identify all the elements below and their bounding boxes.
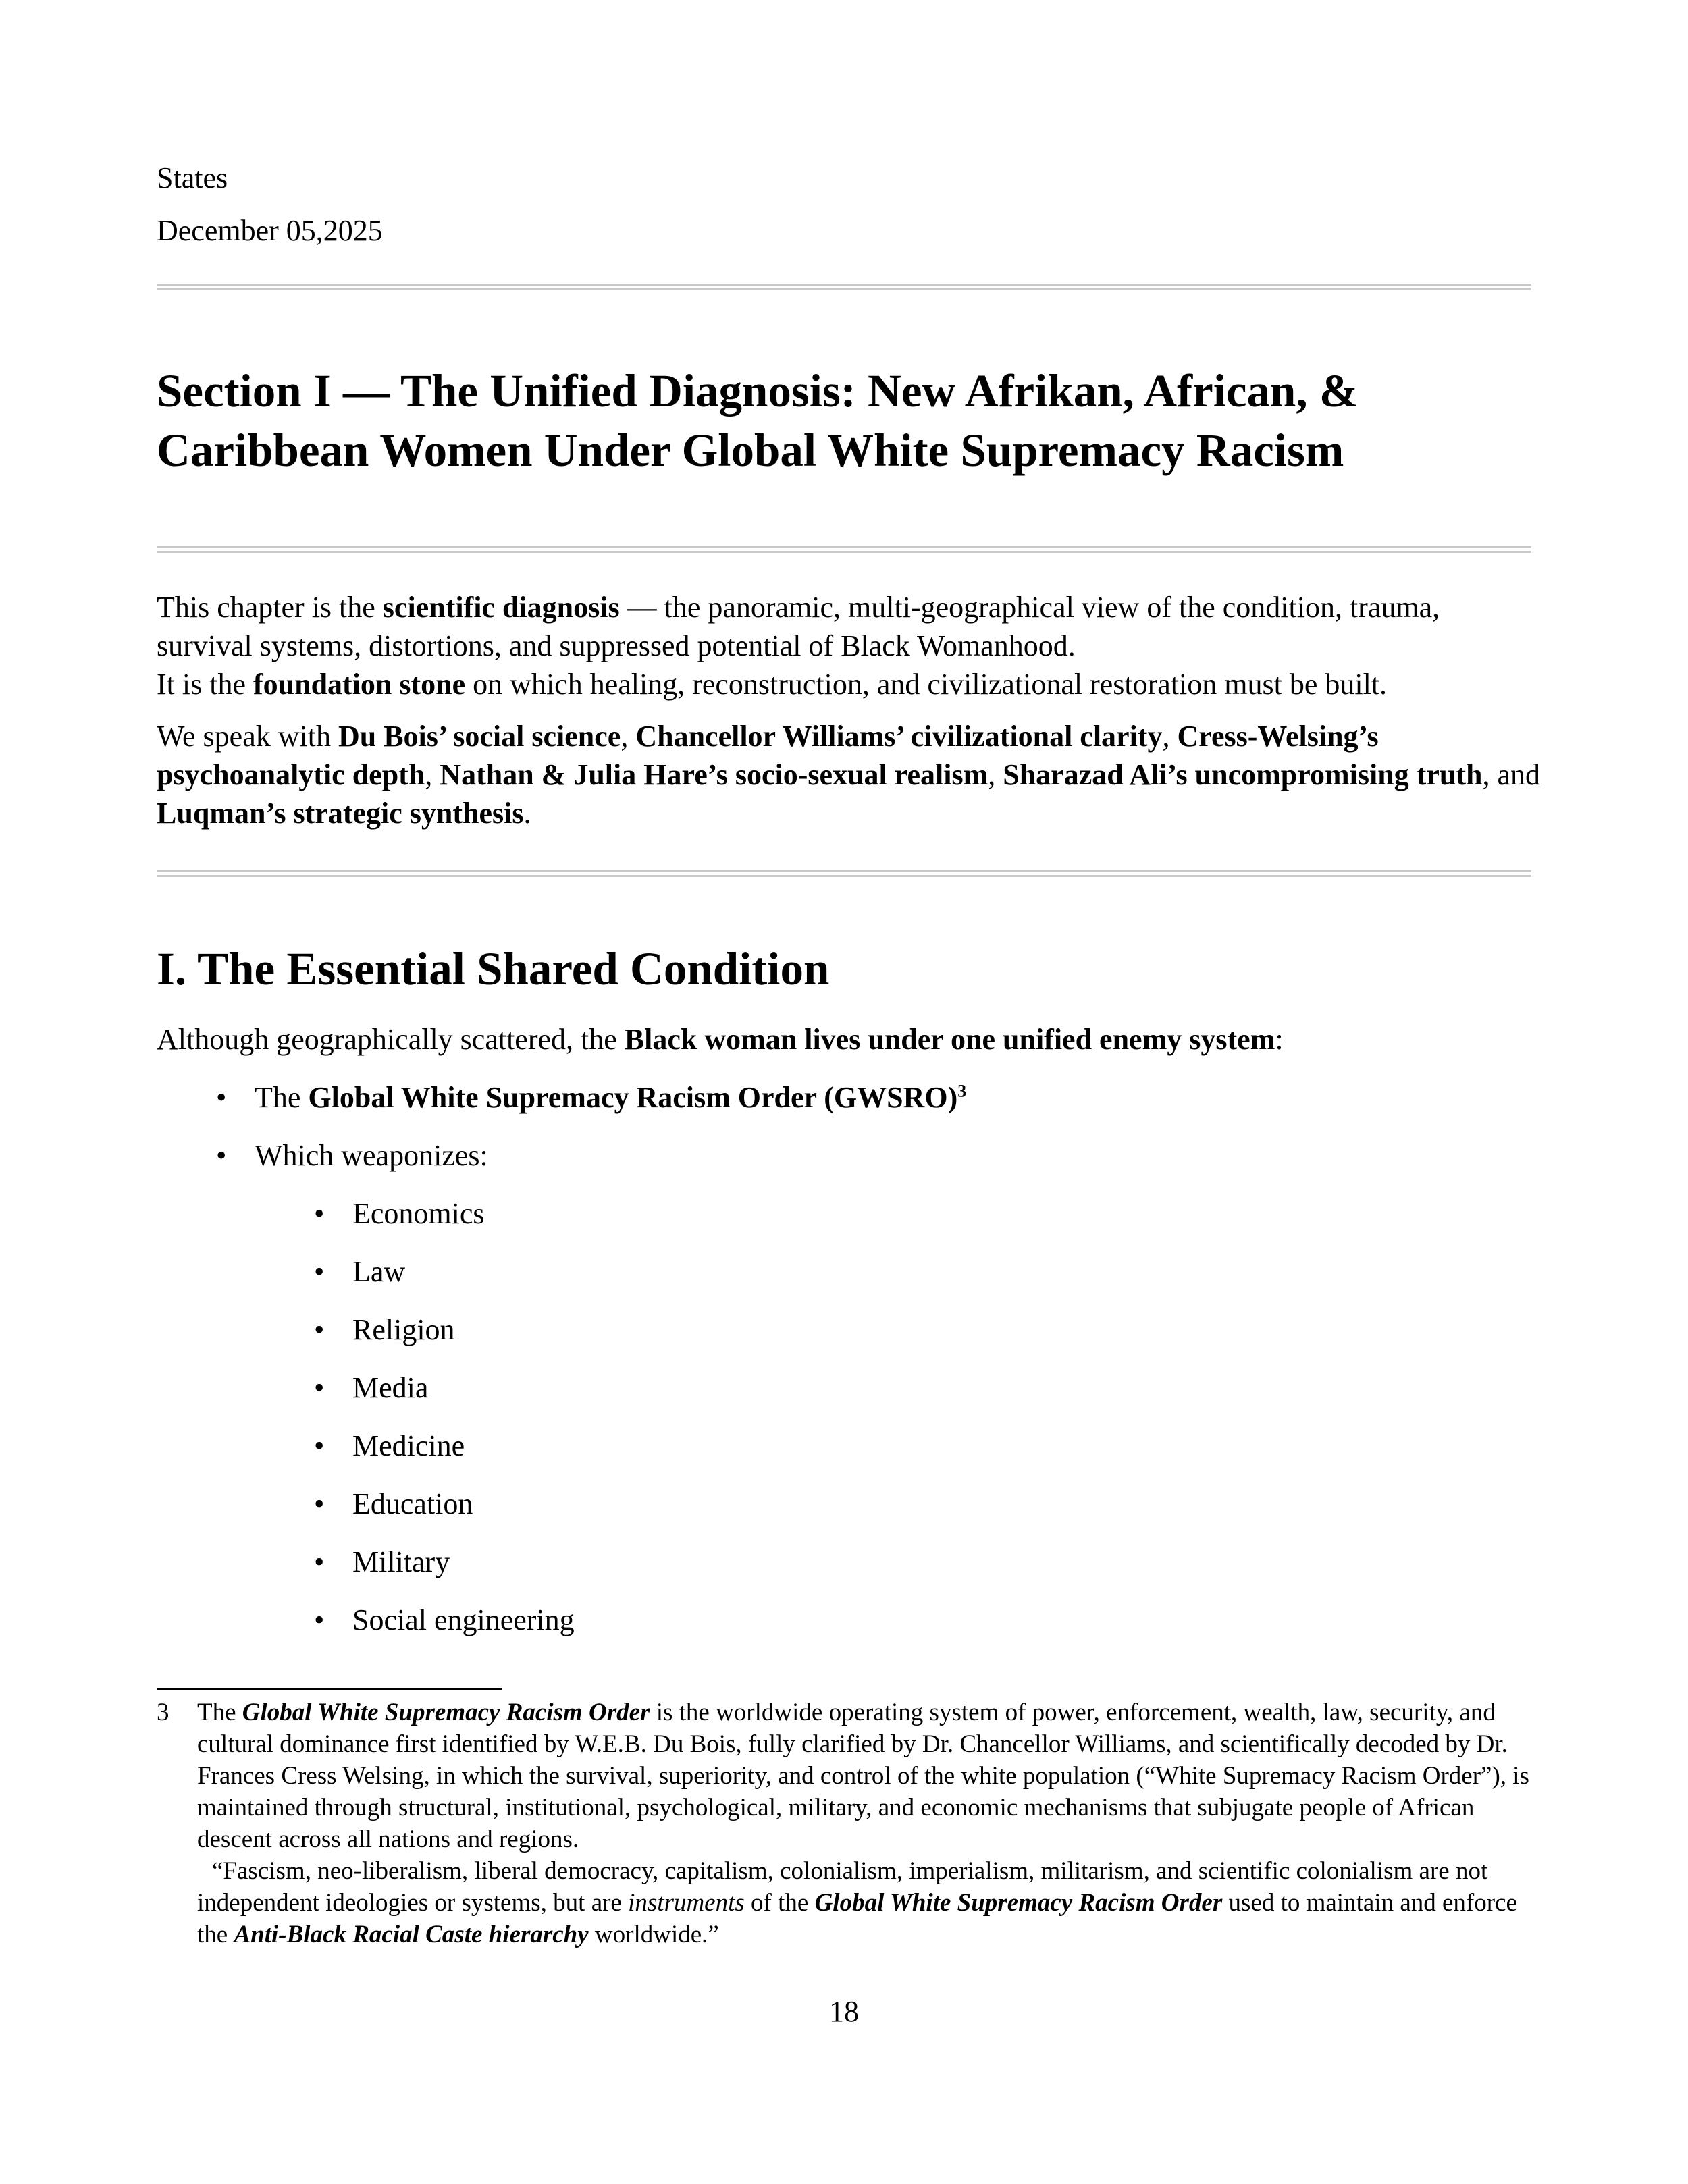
page-number: 18 <box>829 1995 859 2028</box>
footnote-text: The Global White Supremacy Racism Order is the worldwide operating system of power, enforcement, wealth, law, security, and cultural dominance first identified by W.E.B. Du Bois, fully clarified by Dr. Chancellor Williams, and scientifically decoded by Dr. Frances Cress Welsing, in which the survival, superiority, and control of the white population (“White Supremacy Racism Order”), is maintained through structural, institutional, psychological, military, and economic mechanisms that subjugate people of African descent across all nations and regions. “Fascism, neo-liberalism, liberal democracy, capitalism, colonialism, imperialism, militarism, and scientific colonialism are not independent ideologies or systems, but are instruments of the Global White Supremacy Racism Order used to maintain and enforce the Anti-Black Racial Caste hierarchy worldwide.” <box>197 1699 1529 1948</box>
divider <box>157 284 1531 290</box>
subsection-heading: I. The Essential Shared Condition <box>157 943 830 994</box>
subsection-lead: Although geographically scattered, the Black woman lives under one unified enemy system: <box>157 1023 1284 1056</box>
footnote-separator <box>157 1688 502 1690</box>
header-location: States <box>157 161 228 194</box>
header-date: December 05,2025 <box>157 214 383 247</box>
divider <box>157 546 1531 553</box>
intro-paragraph-1: This chapter is the scientific diagnosis — the panoramic, multi-geographical view of the condition, trauma, survival systems, distortions, and suppressed potential of Black Womanhood. It is the foundation stone on which healing, reconstruction, and civilizational restoration must be built. <box>157 591 1440 701</box>
divider <box>157 870 1531 877</box>
footnote-number: 3 <box>157 1699 169 1726</box>
intro-paragraph-2: We speak with Du Bois’ social science, Chancellor Williams’ civilizational clarity, Cress-Welsing’s psychoanalytic depth, Nathan & Julia Hare’s socio-sexual realism, Sharazad Ali’s uncompromising truth, and Luqman’s strategic synthesis. <box>157 720 1540 830</box>
section-title: Section I — The Unified Diagnosis: New Afrikan, African, & Caribbean Women Under Global White Supremacy Racism <box>157 365 1359 476</box>
